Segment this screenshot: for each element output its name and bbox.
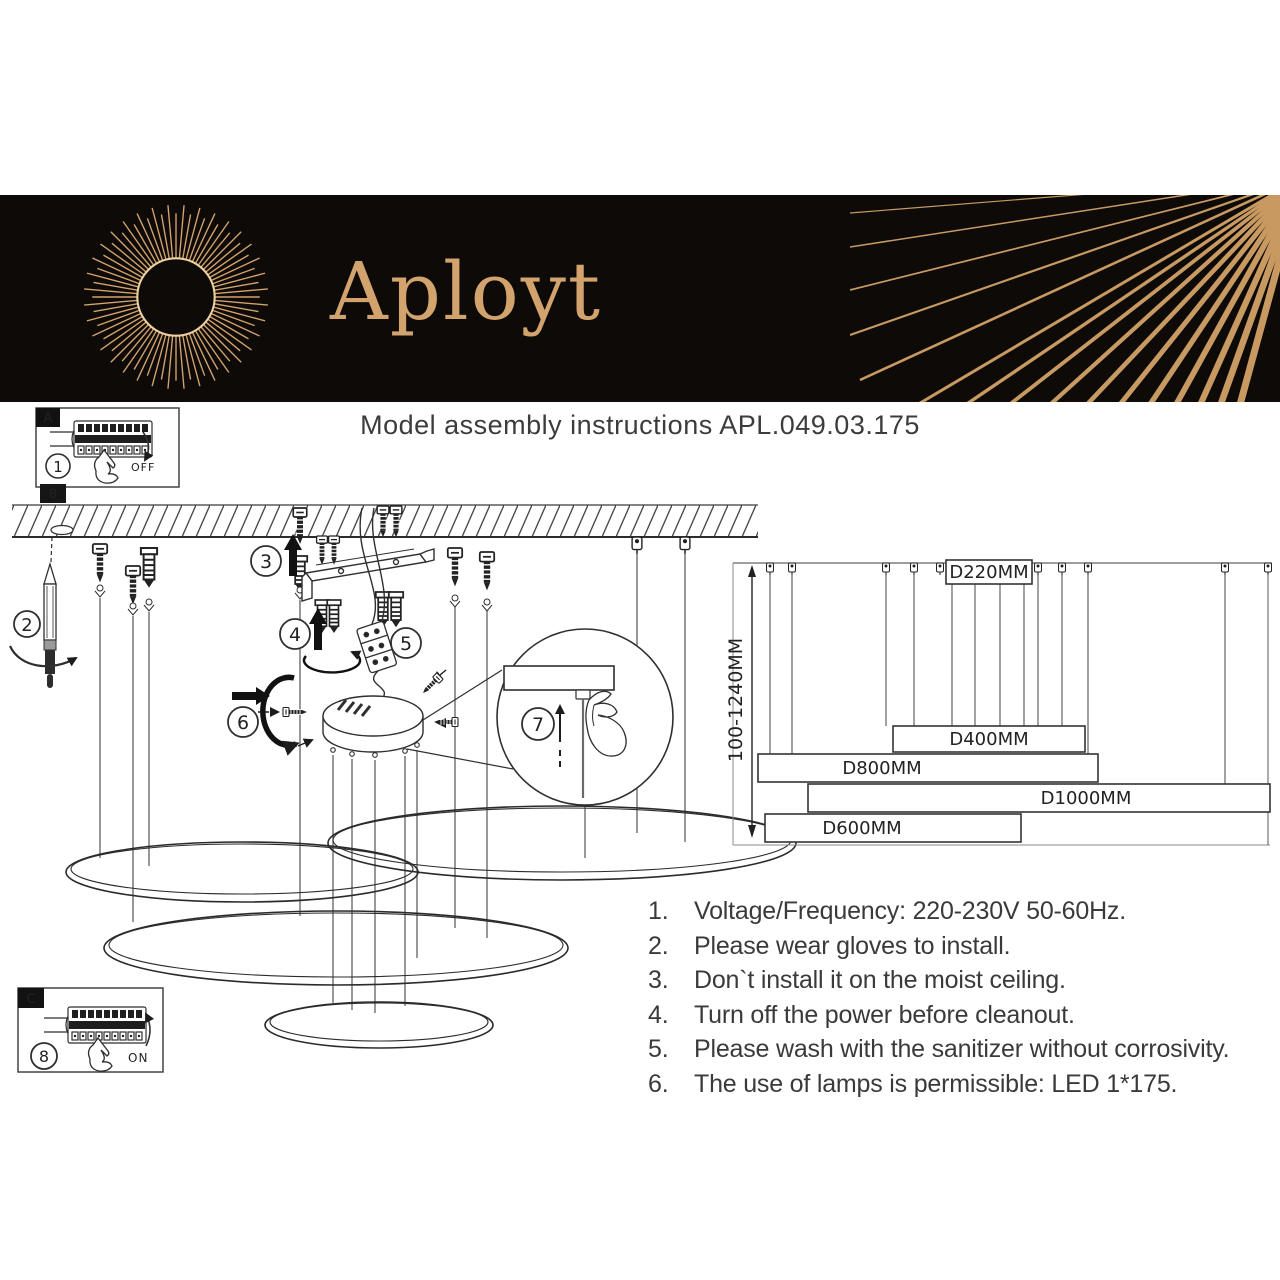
ring-d400: [265, 1002, 493, 1048]
step4-marker: [280, 608, 360, 672]
ring-d600: [104, 911, 568, 985]
instruction-item: 2. Please wear gloves to install.: [648, 931, 1011, 960]
instruction-item: 1. Voltage/Frequency: 220-230V 50-60Hz.: [648, 897, 1126, 925]
inset-step1: [36, 408, 179, 503]
brand-name: Aployt: [330, 245, 603, 338]
svg-text:D220MM: D220MM: [949, 562, 1029, 583]
inset-step8: [18, 988, 163, 1072]
step3-marker: [251, 534, 302, 576]
svg-text:D800MM: D800MM: [842, 758, 922, 779]
page-title: Model assembly instructions APL.049.03.175: [360, 410, 920, 440]
dim-boxes: [758, 560, 1270, 842]
instruction-item: 6. The use of lamps is permissible: LED 1*175.: [648, 1069, 1178, 1098]
svg-text:C: C: [26, 992, 36, 1007]
svg-text:D400MM: D400MM: [949, 729, 1029, 750]
svg-text:D1000MM: D1000MM: [1040, 788, 1132, 809]
step7-magnifier: [407, 629, 673, 805]
svg-text:D600MM: D600MM: [822, 818, 902, 839]
ring-d1000: [328, 806, 796, 880]
ring-cross-section: [504, 666, 614, 690]
svg-text:1: 1: [53, 458, 63, 476]
svg-text:6: 6: [236, 712, 250, 734]
rotation-arrow-icon: [10, 646, 76, 666]
instruction-item: 3. Don`t install it on the moist ceiling.: [648, 966, 1066, 994]
svg-text:B: B: [48, 487, 58, 501]
height-range-label: 100-1240MM: [725, 637, 747, 763]
ring-box-d800: [758, 754, 1098, 782]
rotation-ellipse-icon: [304, 652, 360, 672]
step2-drill: [10, 526, 76, 689]
instruction-item: 5. Please wash with the sanitizer without corrosivity.: [648, 1035, 1230, 1063]
wire-lock-icon: [576, 690, 590, 699]
step6-canopy-install: [228, 670, 458, 757]
wire-grip-studs: [331, 743, 420, 758]
ring-box-d1000: [808, 784, 1270, 812]
safety-instructions: [648, 894, 1276, 1101]
svg-text:2: 2: [21, 615, 33, 636]
dimension-diagram: [725, 560, 1272, 845]
ring-d800: [66, 842, 418, 902]
svg-text:OFF: OFF: [131, 461, 156, 474]
instruction-item: 4. Turn off the power before cleanout.: [648, 1000, 1075, 1029]
svg-text:ON: ON: [128, 1051, 149, 1065]
svg-text:5: 5: [399, 633, 413, 655]
svg-text:A: A: [43, 411, 53, 426]
svg-text:8: 8: [38, 1047, 50, 1066]
drill-bit-icon: [44, 564, 56, 584]
svg-text:3: 3: [259, 551, 273, 573]
svg-text:4: 4: [288, 624, 302, 646]
canopy: [323, 696, 423, 757]
svg-text:7: 7: [531, 714, 545, 736]
